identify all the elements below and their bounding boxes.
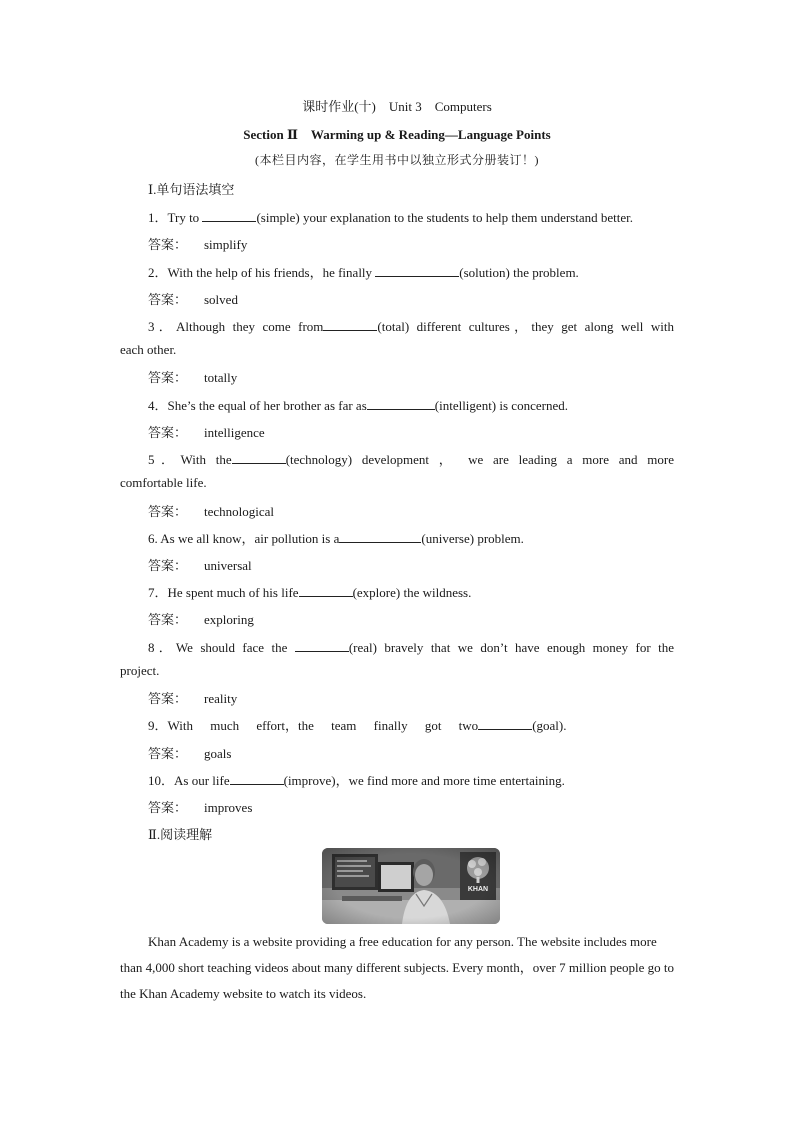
- question-2: 2．With the help of his friends，he finally (solution) the problem.: [148, 265, 579, 280]
- question-8-cont: project.: [120, 663, 160, 678]
- question-5-cont: comfortable life.: [120, 475, 207, 490]
- blank-2: [375, 265, 459, 277]
- question-7: 7．He spent much of his life (explore) the wildness.: [148, 585, 472, 600]
- question-5: 5．With the (technology) development ， we are leading a more and more: [148, 452, 674, 467]
- page-title: 课时作业(十) Unit 3 Computers: [302, 99, 492, 114]
- question-6: 6. As we all know，air pollution is a (universe) problem.: [148, 531, 524, 546]
- question-3-cont: each other.: [120, 342, 177, 357]
- answer-5: 答案： technological: [148, 504, 275, 519]
- question-3: 3．Although they come from (total) different cultures，they get along well with: [148, 319, 674, 334]
- reading-paragraph: Khan Academy is a website providing a free education for any person. The website includes more than 4,000 short teaching videos about many different subjects. Every month，over 7 million people go to the Khan Academy website to watch its videos.: [120, 934, 674, 1001]
- binding-note: (本栏目内容，在学生用书中以独立形式分册装订！): [255, 153, 539, 167]
- blank-6: [339, 531, 421, 543]
- blank-5: [232, 452, 286, 464]
- section2-heading: Ⅱ.阅读理解: [148, 827, 213, 842]
- blank-8: [295, 640, 349, 652]
- answer-2: 答案： solved: [148, 292, 238, 307]
- blank-3: [323, 319, 377, 331]
- answer-8: 答案： reality: [148, 691, 238, 706]
- blank-7: [299, 585, 353, 597]
- answer-9: 答案： goals: [148, 746, 232, 761]
- question-10: 10．As our life (improve)，we find more and more time entertaining.: [148, 773, 565, 788]
- answer-6: 答案： universal: [148, 558, 252, 573]
- answer-4: 答案： intelligence: [148, 425, 265, 440]
- question-8: 8．We should face the (real) bravely that we don’t have enough money for the: [148, 640, 674, 655]
- blank-1: [202, 210, 256, 222]
- answer-7: 答案： exploring: [148, 612, 254, 627]
- question-1: 1．Try to (simple) your explanation to the students to help them understand better.: [148, 210, 633, 225]
- answer-3: 答案： totally: [148, 370, 238, 385]
- question-9: 9．With much effort，the team finally got two (goal).: [148, 718, 567, 733]
- blank-4: [367, 398, 435, 410]
- question-4: 4．She’s the equal of her brother as far as (intelligent) is concerned.: [148, 398, 568, 413]
- blank-10: [230, 773, 284, 785]
- blank-9: [478, 718, 532, 730]
- answer-10: 答案： improves: [148, 800, 253, 815]
- answer-1: 答案： simplify: [148, 237, 248, 252]
- section1-heading: Ⅰ.单句语法填空: [148, 182, 235, 197]
- khan-academy-photo: [322, 848, 500, 924]
- section-subtitle: Section Ⅱ Warming up & Reading—Language Points: [243, 127, 551, 142]
